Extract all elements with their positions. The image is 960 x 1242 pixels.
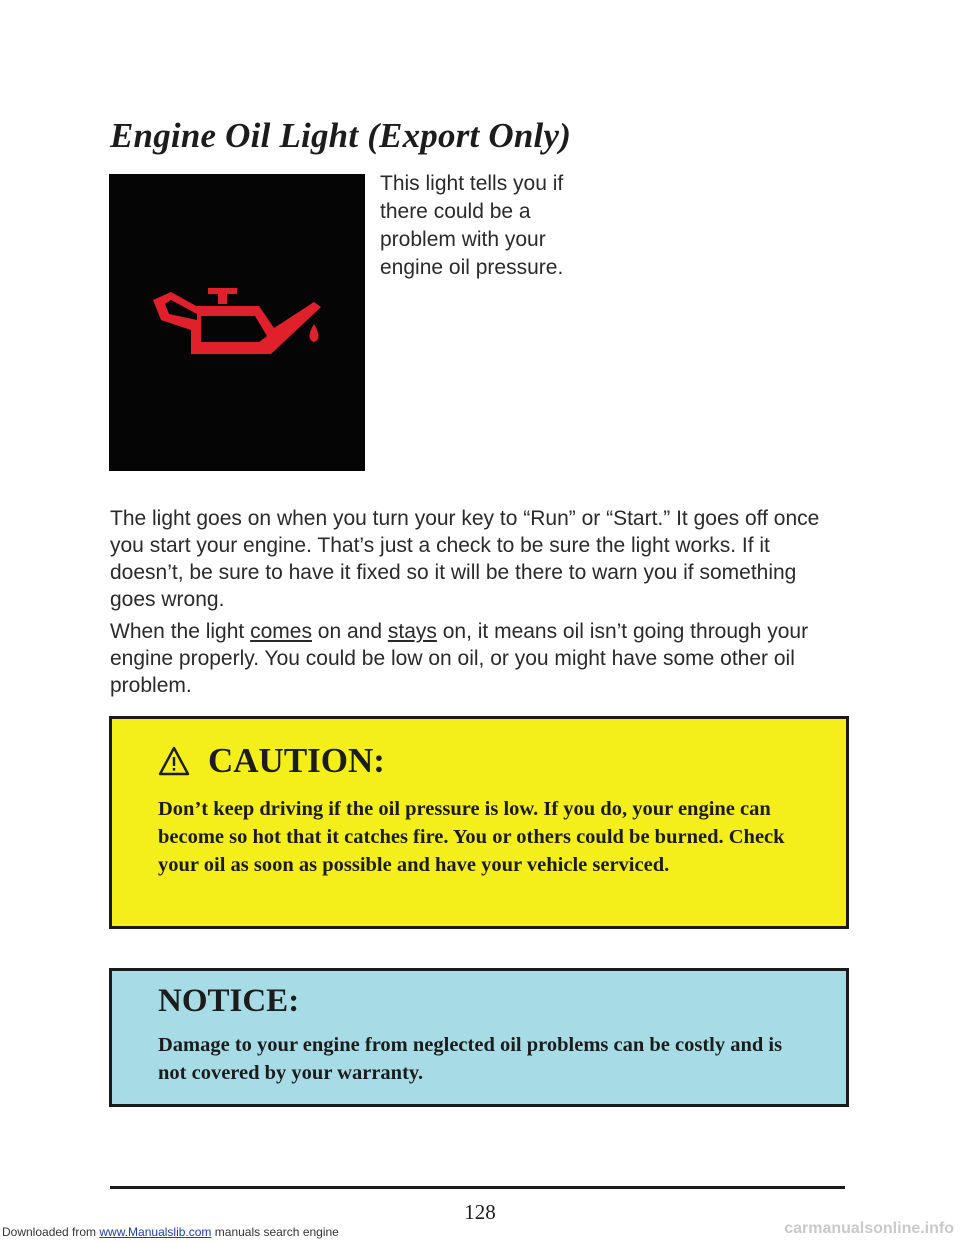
paragraph-text: on, it means oil isn’t going through your engine properly. You could be low on oil, or you might have some other oil problem.: [110, 620, 809, 697]
paragraph-text: on and: [311, 620, 388, 643]
manualslib-link[interactable]: www.Manualslib.com: [99, 1225, 212, 1239]
download-footer: [2, 1225, 339, 1239]
watermark: carmanualsonline.info: [784, 1220, 954, 1237]
caution-heading-text: CAUTION:: [208, 741, 385, 780]
underlined-word: comes: [250, 620, 312, 643]
warning-triangle-icon: [158, 746, 190, 776]
caution-box: [109, 716, 849, 929]
caution-heading: [158, 741, 385, 781]
notice-body: Damage to your engine from neglected oil problems can be costly and is not covered by your warranty.: [158, 1034, 783, 1084]
page-title: Engine Oil Light (Export Only): [110, 116, 572, 155]
notice-heading: NOTICE:: [158, 983, 300, 1019]
page-number: 128: [464, 1200, 496, 1224]
paragraph-light-stays-on: [110, 618, 845, 699]
footer-prefix: Downloaded from: [2, 1225, 100, 1239]
caution-body: Don’t keep driving if the oil pressure is low. If you do, your engine can become so hot that it catches fire. You or others could be burned. Check your oil as soon as possible and have your vehicle serviced.: [158, 798, 785, 876]
intro-text: This light tells you if there could be a problem with your engine oil pressure.: [380, 172, 564, 279]
oil-can-icon: [109, 174, 365, 471]
notice-box: [109, 968, 849, 1107]
underlined-word: stays: [387, 620, 437, 643]
footer-suffix: manuals search engine: [211, 1225, 339, 1239]
footer-rule: [110, 1186, 845, 1189]
paragraph-text: When the light: [110, 620, 251, 643]
paragraph-light-check: The light goes on when you turn your key to “Run” or “Start.” It goes off once you start your engine. That’s just a check to be sure the light works. If it doesn’t, be sure to have it fixed so it will be there to warn you if something goes wrong.: [110, 507, 820, 611]
oil-light-image: [109, 174, 365, 471]
